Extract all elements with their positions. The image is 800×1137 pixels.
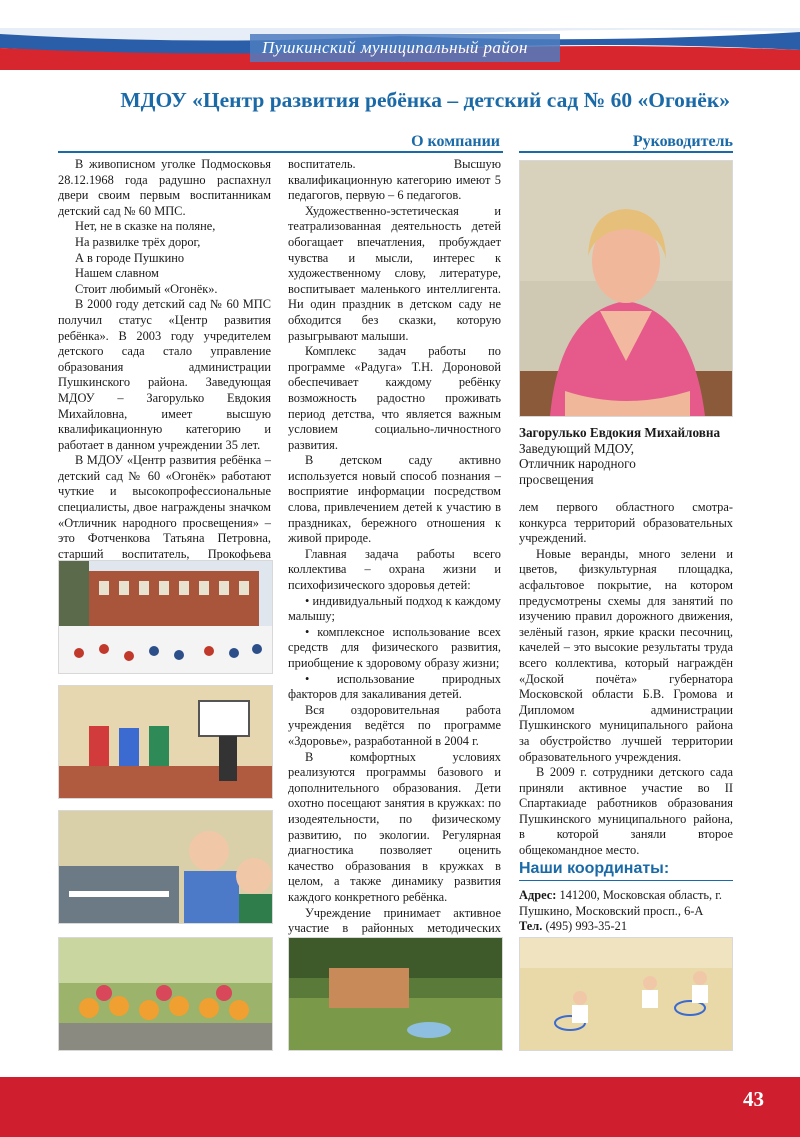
phone-value: (495) 993-35-21 — [545, 919, 628, 934]
bullet-item: • использование природных факторов для закаливания детей. — [288, 671, 501, 702]
poem-line: На развилке трёх дорог, — [75, 234, 201, 249]
paragraph: В 2009 г. сотрудники детского сада приняли активное участие во II Спартакиаде работников образования Пушкинского муниципального района, в которой заняли второе общекомандное место. — [519, 765, 733, 858]
column-1-text — [58, 157, 271, 578]
section-head-rule — [519, 151, 733, 153]
poem-line: Нашем славном — [75, 266, 159, 281]
contacts-block — [519, 888, 734, 935]
footer-band — [0, 1077, 800, 1137]
bullet-item: • комплексное использование всех средств для физического развития, приобщение к здоровому образу жизни; — [288, 624, 501, 670]
paragraph: В МДОУ «Центр развития ребёнка – детский сад № 60 «Огонёк» работают чуткие и высокопрофессиональные специалисты, двое награждены значком «Отличник народного просвещения» – это Фотченкова Татьяна Петровна, старший воспитатель, Прокофьева — [58, 453, 271, 561]
section-head-heading: Руководитель — [632, 133, 733, 150]
director-portrait-photo — [519, 160, 733, 417]
contacts-heading: Наши координаты: — [519, 860, 670, 877]
column-2-text — [288, 157, 501, 983]
phone-line — [519, 919, 734, 935]
gym-class-photo — [519, 937, 733, 1051]
poem-line: А в городе Пушкино — [75, 250, 185, 265]
children-playing-photo — [58, 810, 273, 924]
address-value: 141200, Московская область, г. Пушкино, Московский просп., 6-А — [519, 888, 722, 918]
paragraph: воспитатель. Высшую квалификационную категорию имеют 5 педагогов, первую – 6 педагогов. — [288, 157, 501, 203]
paragraph: В детском саду активно используется новый способ познания – восприятие информации посредством слова, привлечением детей к участию в праздниках, бережного отношения к живой природе. — [288, 453, 501, 546]
address-line — [519, 888, 734, 919]
director-position: Заведующий МДОУ, — [519, 440, 634, 456]
autumn-group-photo — [58, 937, 273, 1051]
classroom-activity-photo — [58, 685, 273, 799]
region-title: Пушкинский муниципальный район — [262, 38, 528, 57]
address-label: Адрес: — [519, 888, 557, 902]
paragraph: В живописном уголке Подмосковья 28.12.1968 года радушно распахнул двери своим первым воспитанникам детский сад № 60 МПС. — [58, 157, 271, 218]
paragraph: Новые веранды, много зелени и цветов, физкультурная площадка, асфальтовое покрытие, на котором предусмотрены схемы для занятий по изучению правил дорожного движения, зелёный газон, яркие краски песочниц, качелей – это высокие результаты труда всего коллектива, который награждён «Доской почёта» губернатора Московской области Б.В. Громова и Дипломом администрации Пушкинского муниципального района за обустройство лучшей территории образовательного учреждения. — [519, 546, 733, 764]
paragraph: лем первого областного смотра-конкурса территорий образовательных учреждений. — [519, 500, 733, 546]
paragraph: Вся оздоровительная работа учреждения ведётся по программе «Здоровье», разработанной в 2004 г. — [288, 702, 501, 748]
poem-line: Нет, не в сказке на поляне, — [75, 219, 216, 234]
page-title: МДОУ «Центр развития ребёнка – детский сад № 60 «Огонёк» — [120, 88, 730, 112]
playground-photo — [288, 937, 503, 1051]
contacts-rule — [519, 880, 733, 881]
phone-label: Тел. — [519, 919, 543, 934]
section-about-heading: О компании — [411, 133, 500, 150]
paragraph: В 2000 году детский сад № 60 МПС получил статус «Центр развития ребёнка». В 2003 году учредителем детского сада стало управление образования администрации Пушкинского района. Заведующая МДОУ – Загорулько Евдокия Михайловна, имеет высшую квалификационную категорию и работает в данном учреждении 35 лет. — [58, 297, 271, 452]
paragraph: Комплекс задач работы по программе «Радуга» Т.Н. Дороновой обеспечивает каждому ребёнку возможность радостно проживать период детства, что является важным условием социально-личностного развития. — [288, 344, 501, 452]
director-award-line2: просвещения — [519, 471, 594, 487]
page-number: 43 — [743, 1087, 764, 1111]
paragraph: Главная задача работы всего коллектива – охрана жизни и психофизического здоровья детей: — [288, 546, 501, 593]
director-name: Загорулько Евдокия Михайловна — [519, 425, 721, 440]
paragraph: В комфортных условиях реализуются программы базового и дополнительного образования. Дети охотно посещают занятия в кружках: по изодеятельности, по физическому развитию, по экологии. Регулярная диагностика позволяет оценить качество образования в кружках в целом, а также динамику развития каждого конкретного ребёнка. — [288, 749, 501, 904]
kindergarten-building-photo — [58, 560, 273, 674]
poem-line: Стоит любимый «Огонёк». — [75, 281, 218, 296]
portrait-caption — [519, 425, 739, 487]
paragraph: Художественно-эстетическая и театрализованная деятельность детей обогащает впечатления, пробуждает чувства и мысли, интерес к художественному слову, литературе, воспитывает маленького интеллигента. Ни один праздник в детском саду не обходится без сказки, которую разыгрывают малыши. — [288, 203, 501, 343]
section-about-rule — [58, 151, 503, 153]
director-award-line1: Отличник народного — [519, 456, 636, 472]
paragraph: Учреждение принимает активное участие в районных методических — [288, 905, 501, 936]
column-3-text — [519, 500, 733, 859]
bullet-item: • индивидуальный подход к каждому малышу; — [288, 593, 501, 624]
